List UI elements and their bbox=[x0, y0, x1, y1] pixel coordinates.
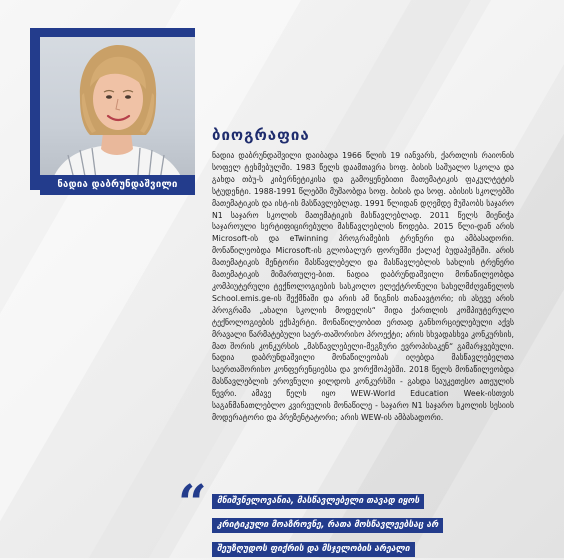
quote-mark-icon: “ bbox=[178, 473, 207, 532]
quote-line: შეუზღუდოს ფიქრის და მსჯელობის არეალი bbox=[212, 542, 415, 557]
person-name-banner: ნადია დაბრუნდაშვილი bbox=[40, 175, 195, 195]
pull-quote bbox=[212, 488, 443, 560]
biography-heading: ბიოგრაფია bbox=[212, 126, 310, 144]
portrait-photo bbox=[40, 37, 195, 187]
quote-line: მნიშვნელოვანია, მასწავლებელი თავად იყოს bbox=[212, 494, 424, 509]
biography-text: ნადია დაბრუნდაშვილი დაიბადა 1966 წლის 19 იანვარს, ქართლის რაიონის სოფელ ტეხმებულში. 1983 წელს დაამთავრა სოფ. ბისის საშუალო სკოლა და გახდა თბუ-ს კიბერნეტიკისა და გამოყენებითი მათემატიკის ფაკულტეტის სტუდენტი. 1988-1991 წლებში მუშაობდა სოფ. ბისის და სოფ. აბისის სკოლებში მათემატიკის და ისტ-ის მასწავლებლად. 1991 წლიდან დღემდე მუშაობს საჯარო N1 საჯარო სკოლის მათემატიკის მასწავლებლად. 2011 წელს მიენიჭა საჯაროული სერტიფიცირებული მასწავლებლის წოდება. 2015 წლი-დან არის Microsoft-ის და eTwinning პროგრამების ტრენერი და ამბასადორი. მონაწილეობდა Microsoft-ის გლობალურ ფორუმში ქალაქ ბუდაპეშტში. არის მათემატიკის მენტორი მასწავლებელი და მასწავლებლის სახლის ტრენერი მათემატიკის მიმართულე-ბით. ნადია დაბრუნდაშვილი მონაწილეობდა კომპიუტერული ტექნოლოგიების სასკოლო ელექტრონული სახელმძღვანელოს School.emis.ge-ის შექმნაში და არის ამ წიგნის თანაავტორი; ის ასევე არის პროგრამა „ახალი სკოლის მოდელის“ შიდა ქართლის კომპიუტერული ტექნოლოგიების ექსპერტი. მონაწილეობით ერთად განხორციელებული აქვს მრავალი წარმატებული საერ-თაშორისო პროექტი; არის სხვადასხვა კონკურსის, მათ შორის კონკურსის „მასწავლებელი-მეგზური ევროპისაკენ“ გამარჯვებული. ნადია დაბრუნდაშვილი მონაწილეობას იღებდა მასწავლებელთა საერთაშორისო კონფერენციებსა და ვორქშოპებში. 2018 წელს მონაწილეობდა მასწავლებლის ეროვნული ჯილდოს კონკურსში - გახდა საუკეთესო ათეულის წევრი. ამავე წელს იყო WEW-World Education Week-ისთვის საგანმანათლებლო კვირეულის მონაწილე - საჯარო N1 საჯარო სკოლის სესიის მოდერატორი და პრეზენტატორი; არის WEW-ის ამბასადორი. bbox=[212, 151, 514, 422]
quote-line: კრიტიკული მოაზროვნე, რათა მოსწავლეებსაც არ bbox=[212, 518, 443, 533]
